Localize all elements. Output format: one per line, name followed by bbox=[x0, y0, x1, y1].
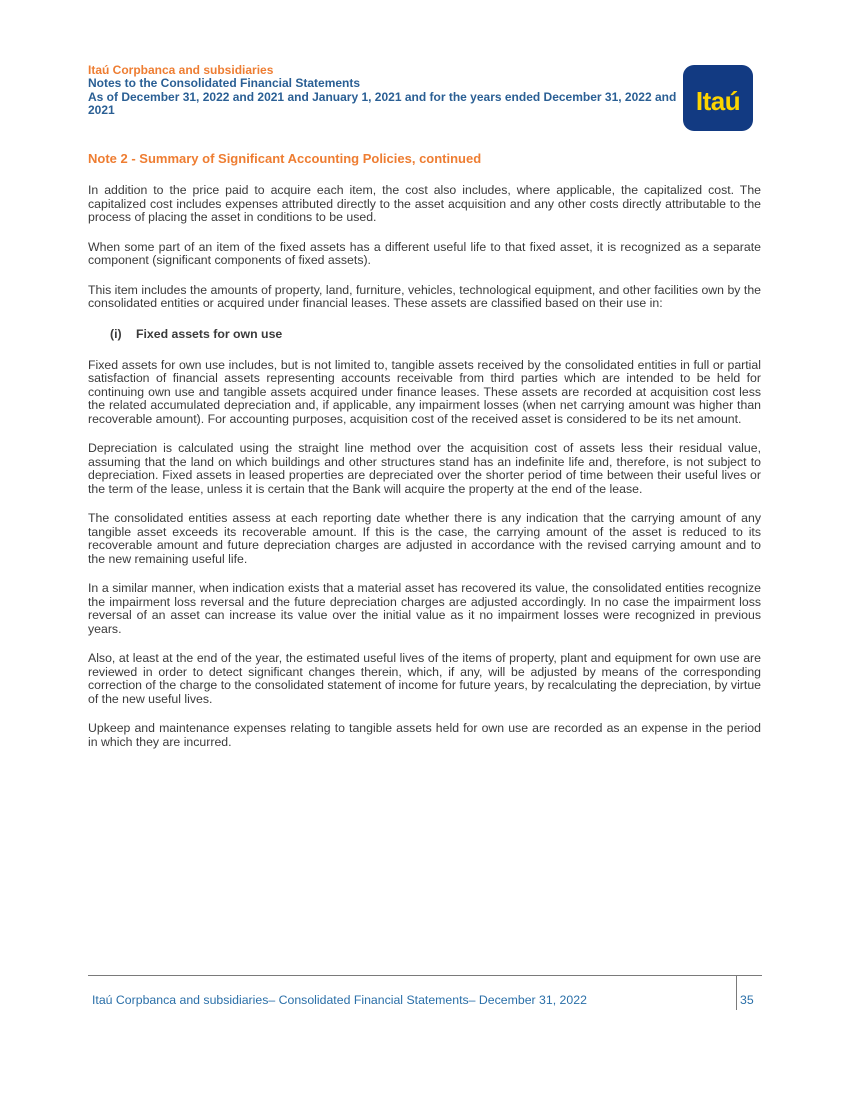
paragraph-body-1: Fixed assets for own use includes, but is not limited to, tangible assets received by the consolidated entities in full or partial satisfaction of financial assets representing accounts receivable from third parties which are intended to be held for continuing own use and tangible assets acquired under finance leases. These assets are recorded at acquisition cost less the related accumulated depreciation and, if applicable, any impairment losses (when net carrying amount was higher than recoverable amount). For accounting purposes, acquisition cost of the received asset is considered to be its net amount. bbox=[88, 357, 761, 426]
paragraph-body-5: Also, at least at the end of the year, the estimated useful lives of the items of property, plant and equipment for own use are reviewed in order to detect significant changes therein, which, if any, will be adjusted by means of the corresponding correction of the charge to the consolidated statement of income for future years, by recalculating the depreciation, by virtue of the new useful lives. bbox=[88, 651, 761, 706]
footer-page-divider bbox=[736, 976, 737, 1010]
section-subheading bbox=[110, 327, 761, 341]
paragraph-intro-1: In addition to the price paid to acquire each item, the cost also includes, where applicable, the capitalized cost. The capitalized cost includes expenses attributed directly to the asset acquisition and any other costs directly attributable to the process of placing the asset in conditions to be used. bbox=[88, 183, 761, 224]
paragraph-intro-2: When some part of an item of the fixed assets has a different useful life to that fixed asset, it is recognized as a separate component (significant components of fixed assets). bbox=[88, 239, 761, 267]
paragraph-body-4: In a similar manner, when indication exists that a material asset has recovered its value, the consolidated entities recognize the impairment loss reversal and the future depreciation charges are adjusted accordingly. In no case the impairment loss reversal of an asset can increase its value over the initial value as it no impairment losses were recognized in previous years. bbox=[88, 581, 761, 636]
page-header bbox=[88, 64, 680, 118]
footer-text: Itaú Corpbanca and subsidiaries– Consolidated Financial Statements– December 31, 2022 bbox=[92, 993, 587, 1007]
paragraph-body-2: Depreciation is calculated using the straight line method over the acquisition cost of assets less their residual value, assuming that the land on which buildings and other structures stand has an indefinite life and, therefore, is not subject to depreciation. Fixed assets in leased properties are depreciated over the shorter period of time between their useful lives or the term of the lease, unless it is certain that the Bank will acquire the property at the end of the lease. bbox=[88, 441, 761, 496]
itau-logo bbox=[683, 65, 753, 131]
header-period: As of December 31, 2022 and 2021 and January 1, 2021 and for the years ended December 31, 2022 and 2021 bbox=[88, 89, 677, 118]
paragraph-intro-3: This item includes the amounts of property, land, furniture, vehicles, technological equipment, and other facilities own by the consolidated entities or acquired under financial leases. These assets are classified based on their use in: bbox=[88, 282, 761, 310]
subheading-title: Fixed assets for own use bbox=[136, 326, 283, 341]
subheading-number: (i) bbox=[110, 326, 122, 341]
header-company: Itaú Corpbanca and subsidiaries bbox=[88, 63, 274, 77]
footer-divider bbox=[88, 975, 762, 976]
note-title: Note 2 - Summary of Significant Accounting Policies, continued bbox=[88, 151, 482, 166]
document-body bbox=[88, 184, 761, 765]
paragraph-body-6: Upkeep and maintenance expenses relating to tangible assets held for own use are recorded as an expense in the period in which they are incurred. bbox=[88, 721, 761, 749]
page-number: 35 bbox=[740, 993, 754, 1007]
itau-logo-text: Itaú bbox=[695, 85, 741, 116]
header-doc-title: Notes to the Consolidated Financial Statements bbox=[88, 76, 361, 91]
paragraph-body-3: The consolidated entities assess at each reporting date whether there is any indication that the carrying amount of any tangible asset exceeds its recoverable amount. If this is the case, the carrying amount of the asset is reduced to its recoverable amount and future depreciation charges are adjusted in accordance with the revised carrying amount and to the new remaining useful life. bbox=[88, 511, 761, 566]
